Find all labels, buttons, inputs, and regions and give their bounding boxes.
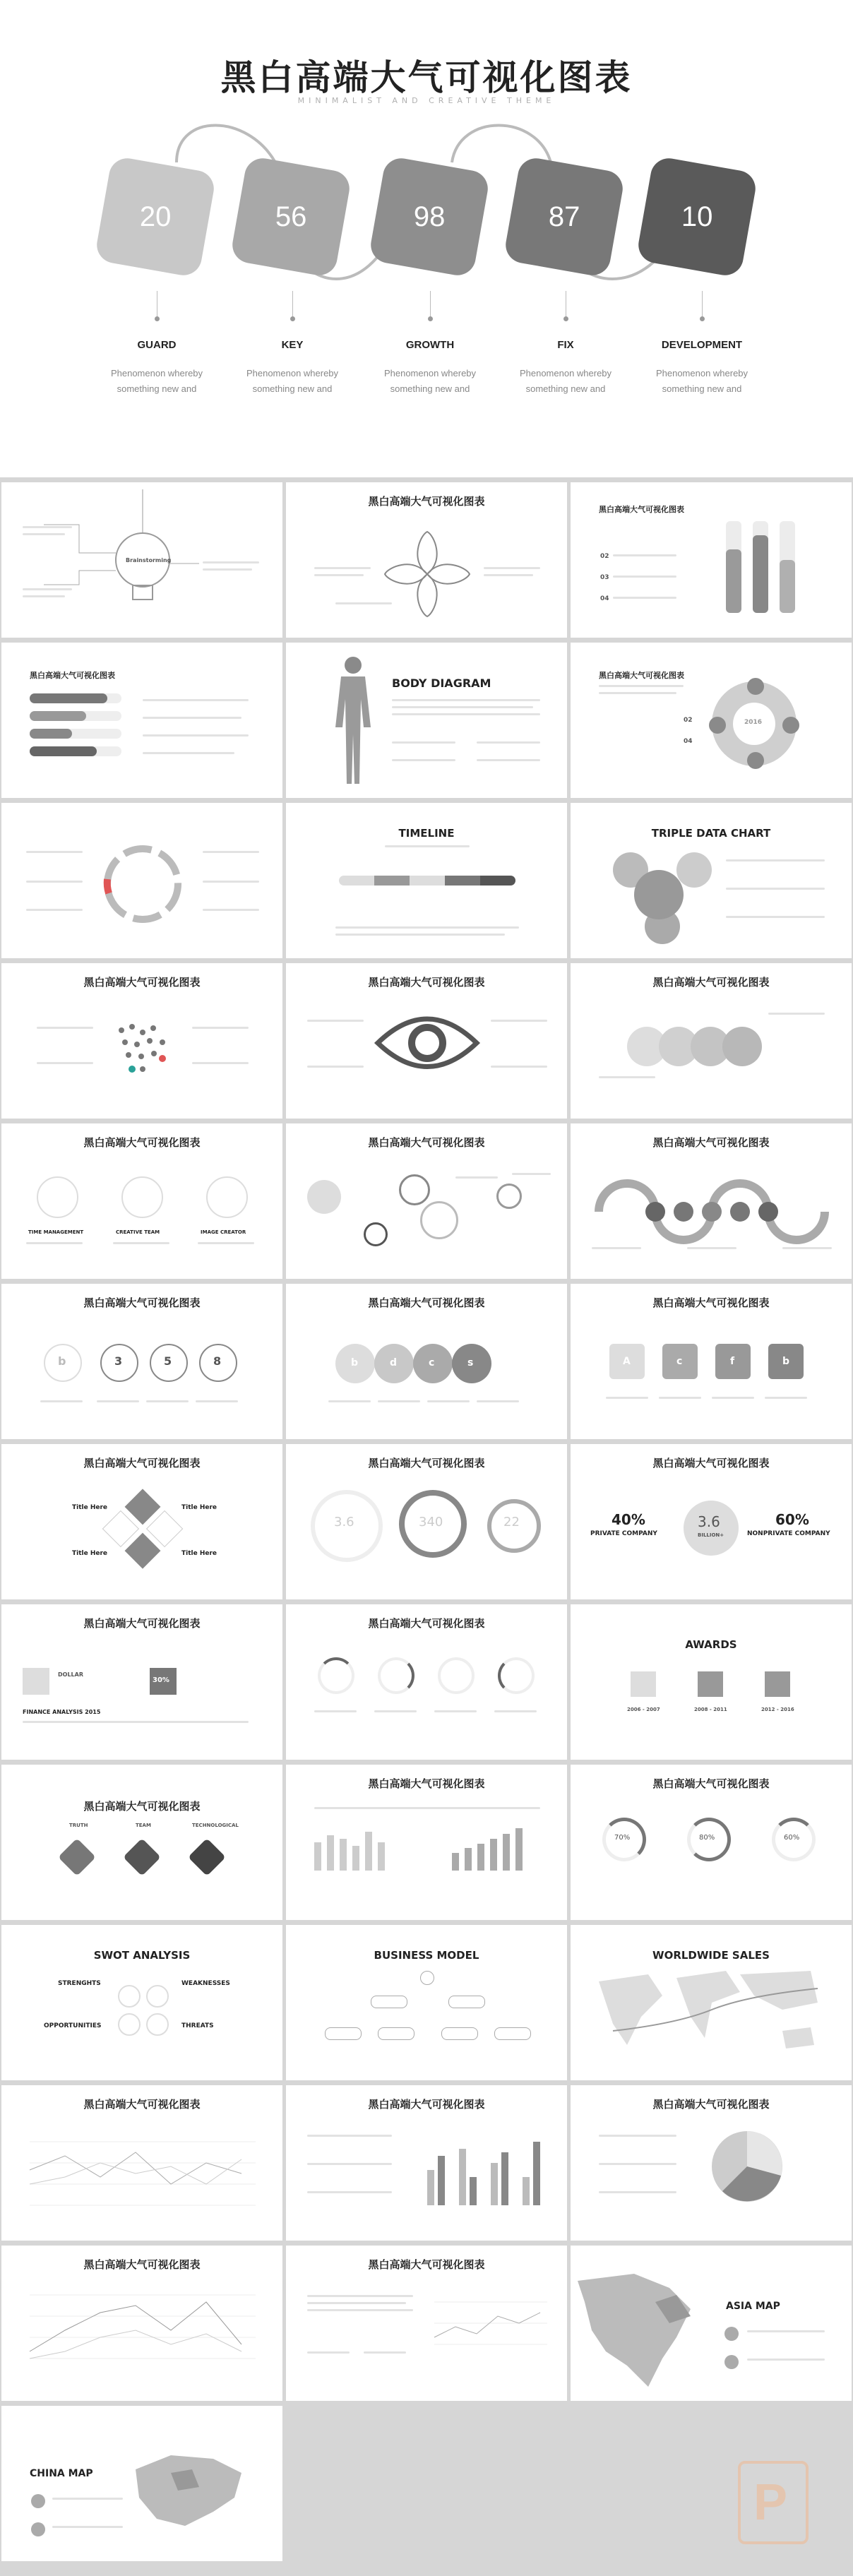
slide-title: 黑白高端大气可视化图表 [652,1777,770,1790]
hero-label-4: FIX [557,339,574,351]
hero-desc-4: Phenomenon whereby something new and [519,368,612,394]
slide-worldwide-sales[interactable] [571,1925,852,2080]
slide-text-line-chart[interactable] [286,2246,567,2401]
hero-label-1: GUARD [137,339,177,351]
slide-title: 黑白高端大气可视化图表 [83,1136,201,1149]
china-map [1,2406,282,2561]
slide-title: 黑白高端大气可视化图表 [652,976,770,989]
slide-title: 黑白高端大气可视化图表 [652,1457,770,1469]
slide-finance-analysis[interactable]: 黑白高端大气可视化图表 DOLLAR 30% FINANCE ANALYSIS 2015 [1,1604,282,1760]
slide-wave-steps[interactable] [571,1123,852,1279]
human-body-icon [286,643,567,798]
page-subtitle: MINIMALIST AND CREATIVE THEME [297,96,556,105]
slide-title: 黑白高端大气可视化图表 [368,1136,485,1149]
hero-desc-5: Phenomenon whereby something new and [655,368,748,394]
slide-title: 黑白高端大气可视化图表 [83,976,201,989]
slide-title: 黑白高端大气可视化图表 [652,2098,770,2111]
slide-title: TRIPLE DATA CHART [651,827,771,840]
slide-title: 黑白高端大气可视化图表 [368,1296,485,1309]
hero-badge-5: 10 [636,155,758,278]
slide-bar-pairs[interactable] [286,1765,567,1920]
slide-hexagons[interactable]: 黑白高端大气可视化图表 A c f b [571,1284,852,1439]
stem-3 [430,291,431,319]
slide-asia-map[interactable] [571,2246,852,2401]
slide-title: 黑白高端大气可视化图表 [368,2258,485,2271]
slide-title: TIMELINE [398,827,455,840]
hero-desc-3: Phenomenon whereby something new and [383,368,477,394]
slide-title: 黑白高端大气可视化图表 [368,976,485,989]
slide-values-diamonds[interactable]: 黑白高端大气可视化图表 TRUTH TEAM TECHNOLOGICAL [1,1765,282,1920]
hero-badge-1: 20 [94,155,217,278]
hero-label-3: GROWTH [405,339,455,351]
slide-title: 黑白高端大气可视化图表 [83,1457,201,1469]
hero-slide [0,0,853,477]
slide-title: 黑白高端大气可视化图表 [368,495,485,508]
slide-bar-chart[interactable] [286,2085,567,2241]
slide-title: 黑白高端大气可视化图表 [368,2098,485,2111]
bulb-label: Brainstorming [126,557,172,564]
slide-diamond-grid[interactable]: 黑白高端大气可视化图表 Title Here Title Here Title Here Title Here [1,1444,282,1599]
slide-swot[interactable]: SWOT ANALYSIS STRENGHTS WEAKNESSES OPPORTUNITIES THREATS [1,1925,282,2080]
slide-business-model[interactable] [286,1925,567,2080]
slide-title: BUSINESS MODEL [374,1949,479,1962]
slide-title: 黑白高端大气可视化图表 [652,1296,770,1309]
slide-percent-rings[interactable]: 黑白高端大气可视化图表 70% 80% 60% [571,1765,852,1920]
slide-title: 黑白高端大气可视化图表 [599,671,684,680]
asia-map [571,2246,852,2401]
slide-title: 黑白高端大气可视化图表 [83,1296,201,1309]
slide-title: 黑白高端大气可视化图表 [368,1457,485,1469]
hero-badge-4: 87 [503,155,626,278]
slide-arc-circles[interactable]: 黑白高端大气可视化图表 b 3 5 8 [1,1284,282,1439]
slide-body-diagram[interactable] [286,643,567,798]
watermark-logo: P [738,2461,809,2544]
slide-title: BODY DIAGRAM [392,676,491,690]
slide-title: CHINA MAP [30,2468,93,2479]
slide-title: 黑白高端大气可视化图表 [599,505,684,514]
stem-5 [702,291,703,319]
hero-badge-3: 98 [368,155,491,278]
slide-ring-values[interactable]: 黑白高端大气可视化图表 3.6 340 22 [286,1444,567,1599]
slide-company-split[interactable]: 黑白高端大气可视化图表 40% PRIVATE COMPANY 3.6 BILLION+ 60% NONPRIVATE COMPANY [571,1444,852,1599]
slide-title: AWARDS [685,1638,737,1651]
slide-title: 黑白高端大气可视化图表 [83,2098,201,2111]
page-title: 黑白高端大气可视化图表 [220,57,633,98]
slide-title: 黑白高端大气可视化图表 [30,671,115,680]
slide-eye-diagram[interactable] [286,963,567,1119]
slide-leaf-chain[interactable]: 黑白高端大气可视化图表 b d c s [286,1284,567,1439]
slide-overlap-circles[interactable] [571,963,852,1119]
hero-label-5: DEVELOPMENT [661,339,743,351]
slide-title: 黑白高端大气可视化图表 [368,1777,485,1790]
slide-title: 黑白高端大气可视化图表 [83,1800,201,1813]
slide-petal-diagram[interactable] [286,482,567,638]
slide-pie-chart[interactable] [571,2085,852,2241]
stem-2 [292,291,293,319]
slide-progress-bars[interactable] [1,643,282,798]
hero-desc-2: Phenomenon whereby something new and [246,368,339,394]
slide-title: 黑白高端大气可视化图表 [83,1617,201,1630]
slide-line-chart-2[interactable] [1,2246,282,2401]
slide-ring-segments[interactable] [1,803,282,958]
slide-bubble-network[interactable] [286,1123,567,1279]
slide-tube-chart[interactable]: 黑白高端大气可视化图表 02 03 04 [571,482,852,638]
slide-brainstorming[interactable] [1,482,282,638]
slide-title: SWOT ANALYSIS [93,1949,191,1962]
hero-desc-1: Phenomenon whereby something new and [110,368,203,394]
slide-three-circles[interactable]: 黑白高端大气可视化图表 TIME MANAGEMENT CREATIVE TEAM IMAGE CREATOR [1,1123,282,1279]
slide-title: ASIA MAP [726,2301,780,2312]
slide-title: WORLDWIDE SALES [652,1949,770,1962]
hero-label-2: KEY [281,339,304,351]
slide-awards[interactable]: AWARDS 2006 - 2007 2008 - 2011 2012 - 2016 [571,1604,852,1760]
slide-four-rings[interactable] [286,1604,567,1760]
hero-badge-2: 56 [229,155,352,278]
slide-title: 黑白高端大气可视化图表 [83,2258,201,2271]
slide-circle-diagram[interactable]: 黑白高端大气可视化图表 02 04 2016 [571,643,852,798]
slide-timeline[interactable] [286,803,567,958]
slide-title: 黑白高端大气可视化图表 [368,1617,485,1630]
line-chart [286,2246,567,2401]
slide-title: 黑白高端大气可视化图表 [652,1136,770,1149]
slide-china-map[interactable] [1,2406,282,2561]
slide-triple-data-chart[interactable] [571,803,852,958]
slide-line-chart-1[interactable] [1,2085,282,2241]
slide-dot-cluster[interactable] [1,963,282,1119]
world-map [571,1925,852,2080]
